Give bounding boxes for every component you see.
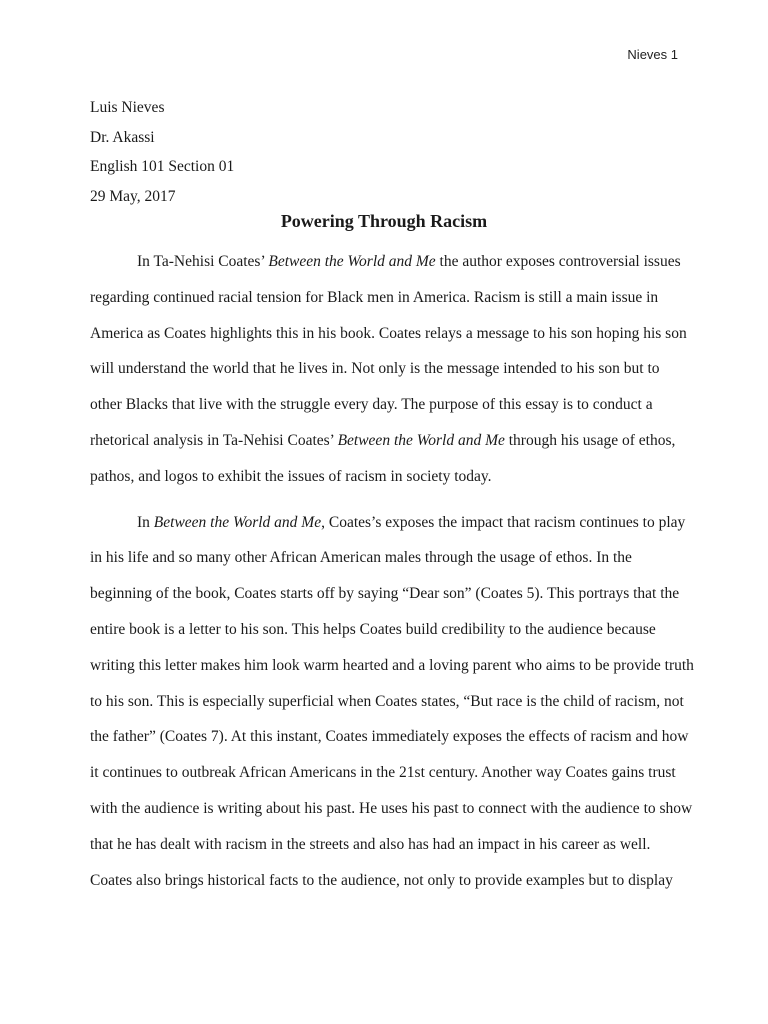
text-line: writing this letter makes him look warm hearted and a loving parent who aims to be provide truth: [90, 656, 694, 674]
text-line: [90, 505, 686, 541]
paragraph-spacer: [90, 495, 680, 505]
text-line: in his life and so many other African American males through the usage of ethos. In the: [90, 549, 632, 567]
running-header: Nieves 1: [627, 47, 678, 62]
text-line: pathos, and logos to exhibit the issues of racism in society today.: [90, 467, 492, 485]
text-line: that he has dealt with racism in the streets and also has had an impact in his career as well.: [90, 835, 651, 853]
text-line: it continues to outbreak African Americans in the 21st century. Another way Coates gains trust: [90, 764, 676, 782]
book-title: Between the World and Me: [337, 431, 505, 449]
text-line: beginning of the book, Coates starts off by saying “Dear son” (Coates 5). This portrays that the: [90, 585, 680, 603]
student-name: Luis Nieves: [90, 99, 165, 116]
text-line: other Blacks that live with the struggle every day. The purpose of this essay is to conduct a: [90, 396, 653, 414]
text-run: through his usage of ethos,: [504, 431, 676, 449]
text-line: Coates also brings historical facts to the audience, not only to provide examples but to display: [90, 871, 673, 889]
text-line: [90, 244, 680, 280]
mla-heading: [90, 93, 680, 211]
text-line: America as Coates highlights this in his book. Coates relays a message to his son hoping his son: [90, 324, 687, 342]
text-line: with the audience is writing about his past. He uses his past to connect with the audience to show: [90, 799, 693, 817]
text-line: [90, 423, 680, 459]
paragraph-2: [90, 505, 694, 899]
paragraph-1: [90, 244, 687, 495]
essay-title: Powering Through Racism: [280, 211, 488, 231]
book-title: Between the World and Me: [153, 513, 322, 531]
text-run: In Ta-Nehisi Coates’: [137, 253, 269, 270]
text-run: In: [137, 513, 154, 531]
instructor-name: Dr. Akassi: [90, 128, 155, 146]
text-line: to his son. This is especially superficial when Coates states, “But race is the child of racism, not: [90, 692, 684, 710]
text-run: rhetorical analysis in Ta-Nehisi Coates’: [90, 431, 338, 449]
book-title: Between the World and Me: [268, 253, 436, 270]
text-line: regarding continued racial tension for Black men in America. Racism is still a main issue in: [90, 288, 659, 306]
text-line: will understand the world that he lives in. Not only is the message intended to his son but to: [90, 360, 660, 378]
submission-date: 29 May, 2017: [90, 187, 176, 205]
text-line: the father” (Coates 7). At this instant, Coates immediately exposes the effects of racism and how: [90, 728, 689, 746]
text-run: the author exposes controversial issues: [435, 253, 681, 270]
course-name: English 101 Section 01: [90, 158, 235, 175]
essay-body: [90, 244, 694, 898]
text-run: , Coates’s exposes the impact that racism continues to play: [321, 513, 686, 531]
text-line: entire book is a letter to his son. This helps Coates build credibility to the audience because: [90, 620, 656, 638]
